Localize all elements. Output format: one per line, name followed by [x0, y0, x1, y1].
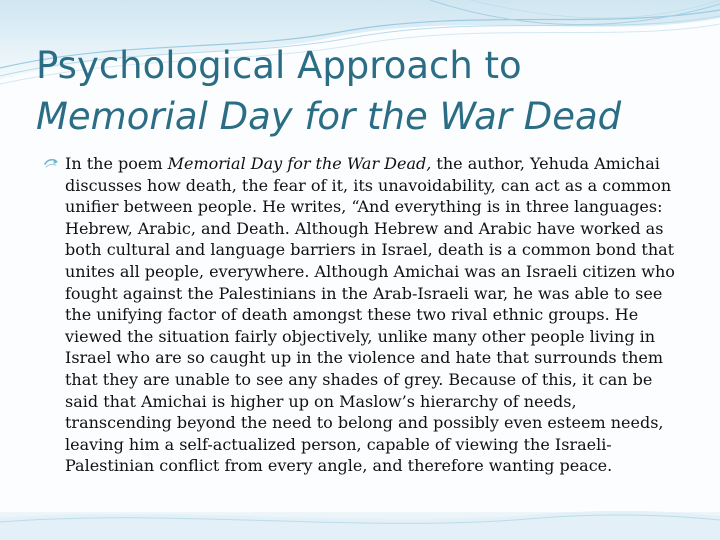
footer-wave-decoration — [0, 500, 720, 540]
bullet-item — [44, 153, 684, 477]
slide-title-line2: Memorial Day for the War Dead — [36, 95, 622, 138]
arrow-bullet-icon — [44, 158, 60, 170]
slide-title-line1: Psychological Approach to — [36, 44, 522, 87]
slide-body — [44, 153, 684, 477]
poem-title: Memorial Day for the War Dead, — [167, 154, 432, 173]
paragraph-lead: In the poem — [65, 154, 168, 173]
slide-title — [36, 40, 696, 142]
paragraph-body: the author, Yehuda Amichai discusses how death, the fear of it, its unavoidability, can act as a common unifier between people. He writes, “And everything is in three languages: Hebrew, Arabic, and Death. Although Hebrew and Arabic have worked as both cultural and language barriers in Israel, death is a common bond that unites all people, everywhere. Although Amichai was an Israeli citizen who fought against the Palestinians in the Arab-Israeli war, he was able to see the unifying factor of death amongst these two rival ethnic groups. He viewed the situation fairly objectively, unlike many other people living in Israel who are so caught up in the violence and hate that surrounds them that they are unable to see any shades of grey. Because of this, it can be said that Amichai is higher up on Maslow’s hierarchy of needs, transcending beyond the need to belong and possibly even esteem needs, leaving him a self-actualized person, capable of viewing the Israeli-Palestinian conflict from every angle, and therefore wanting peace. — [65, 154, 675, 476]
bullet-paragraph — [65, 153, 684, 477]
